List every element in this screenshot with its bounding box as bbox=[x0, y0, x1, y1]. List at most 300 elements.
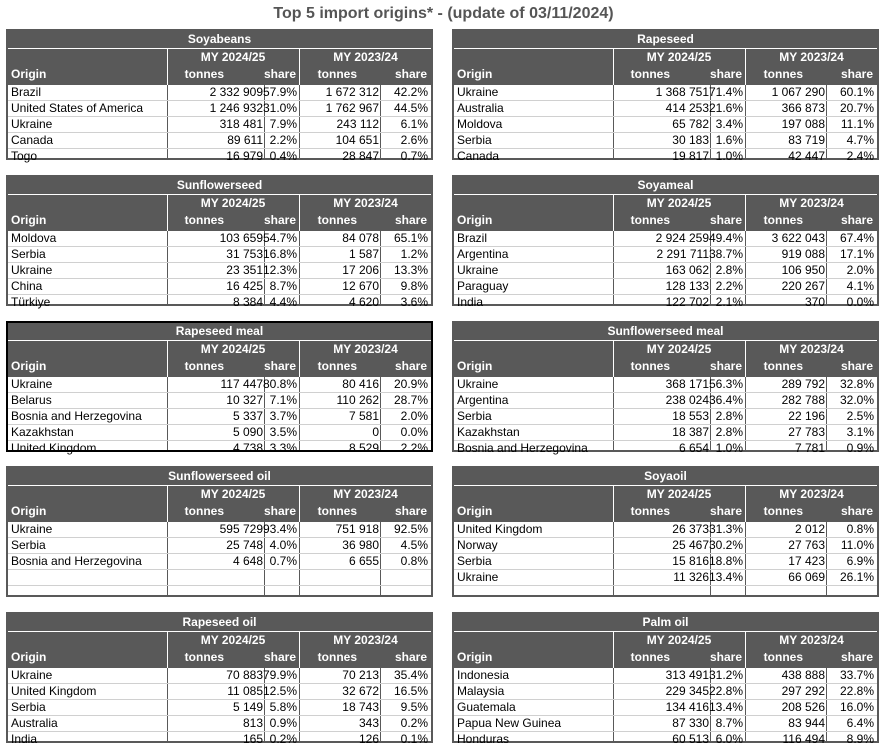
my-2024-25-header: MY 2024/25 bbox=[646, 487, 712, 501]
table-row bbox=[8, 393, 431, 409]
share-header: share bbox=[394, 213, 427, 227]
tonnes-2024-25-cell: 122 702 bbox=[665, 295, 709, 309]
share-2023-24-cell: 0.2% bbox=[400, 716, 428, 730]
tonnes-2023-24-cell: 197 088 bbox=[781, 117, 825, 131]
my-2024-25-header: MY 2024/25 bbox=[646, 342, 712, 356]
tonnes-2023-24-cell: 27 783 bbox=[788, 425, 825, 439]
tonnes-2023-24-cell: 66 069 bbox=[788, 570, 825, 584]
table-row bbox=[8, 85, 431, 101]
tonnes-2023-24-cell: 282 788 bbox=[781, 393, 825, 407]
tonnes-2023-24-cell: 919 088 bbox=[781, 247, 825, 261]
tonnes-2023-24-cell: 84 078 bbox=[342, 231, 379, 245]
origin-cell: Australia bbox=[11, 716, 58, 730]
share-2023-24-cell: 35.4% bbox=[393, 668, 428, 682]
origin-header: Origin bbox=[457, 650, 493, 664]
tonnes-2023-24-cell: 2 012 bbox=[794, 522, 825, 536]
tonnes-2024-25-cell: 318 481 bbox=[219, 117, 263, 131]
table-title: Soyabeans bbox=[8, 31, 431, 49]
table-row bbox=[8, 117, 431, 133]
tonnes-header: tonnes bbox=[317, 67, 357, 81]
tonnes-2023-24-cell: 3 622 043 bbox=[771, 231, 825, 245]
tonnes-header: tonnes bbox=[317, 359, 357, 373]
tonnes-2023-24-cell: 18 743 bbox=[342, 700, 379, 714]
share-2023-24-cell: 0.8% bbox=[846, 522, 874, 536]
table-row bbox=[454, 700, 877, 716]
table-title: Sunflowerseed bbox=[8, 177, 431, 195]
my-2023-24-header: MY 2023/24 bbox=[779, 50, 844, 64]
my-2023-24-header: MY 2023/24 bbox=[779, 342, 844, 356]
share-2023-24-cell: 2.2% bbox=[400, 441, 428, 455]
table-row bbox=[8, 668, 431, 684]
tonnes-2023-24-cell: 220 267 bbox=[781, 279, 825, 293]
table-row bbox=[454, 231, 877, 247]
share-2023-24-cell: 9.5% bbox=[400, 700, 428, 714]
table-row bbox=[454, 668, 877, 684]
origin-cell: China bbox=[11, 279, 43, 293]
table-row bbox=[8, 247, 431, 263]
my-2023-24-header: MY 2023/24 bbox=[333, 342, 398, 356]
tonnes-header: tonnes bbox=[317, 213, 357, 227]
origin-header: Origin bbox=[457, 504, 493, 518]
origin-cell: Türkiye bbox=[11, 295, 51, 309]
table-row bbox=[454, 263, 877, 279]
origin-cell: Serbia bbox=[457, 554, 492, 568]
share-2023-24-cell: 20.9% bbox=[393, 377, 428, 391]
share-2024-25-cell: 56.3% bbox=[708, 377, 743, 391]
tonnes-2023-24-cell: 4 620 bbox=[348, 295, 379, 309]
table-title: Soyameal bbox=[454, 177, 877, 195]
table-rapeseed-oil bbox=[6, 612, 433, 746]
tonnes-2024-25-cell: 1 368 751 bbox=[655, 85, 709, 99]
origin-cell: Serbia bbox=[457, 133, 492, 147]
tonnes-header: tonnes bbox=[317, 650, 357, 664]
tonnes-2023-24-cell: 7 581 bbox=[348, 409, 379, 423]
origin-cell: Bosnia and Herzegovina bbox=[11, 409, 142, 423]
table-row bbox=[8, 538, 431, 554]
table-header bbox=[8, 177, 431, 231]
table-row bbox=[8, 295, 431, 310]
share-2024-25-cell: 21.6% bbox=[708, 101, 743, 115]
share-2024-25-cell: 3.7% bbox=[269, 409, 297, 423]
table-row bbox=[8, 279, 431, 295]
tonnes-header: tonnes bbox=[184, 504, 224, 518]
table-row bbox=[8, 149, 431, 164]
origin-cell: Kazakhstan bbox=[457, 425, 520, 439]
table-title: Sunflowerseed oil bbox=[8, 468, 431, 486]
table-row bbox=[454, 101, 877, 117]
table-row bbox=[8, 441, 431, 456]
tonnes-2023-24-cell: 22 196 bbox=[788, 409, 825, 423]
share-2023-24-cell: 3.6% bbox=[400, 295, 428, 309]
table-header bbox=[8, 468, 431, 522]
tonnes-2023-24-cell: 7 781 bbox=[794, 441, 825, 455]
origin-cell: Bosnia and Herzegovina bbox=[457, 441, 588, 455]
tonnes-2024-25-cell: 26 373 bbox=[672, 522, 709, 536]
table-sunflowerseed-oil bbox=[6, 466, 433, 597]
my-2023-24-header: MY 2023/24 bbox=[779, 633, 844, 647]
tonnes-2023-24-cell: 243 112 bbox=[336, 117, 379, 131]
table-row bbox=[8, 377, 431, 393]
tonnes-2023-24-cell: 83 944 bbox=[788, 716, 825, 730]
share-2024-25-cell: 57.9% bbox=[262, 85, 297, 99]
origin-cell: Moldova bbox=[457, 117, 503, 131]
share-2024-25-cell: 31.0% bbox=[262, 101, 297, 115]
share-2023-24-cell: 26.1% bbox=[839, 570, 874, 584]
table-row bbox=[8, 716, 431, 732]
share-2023-24-cell: 16.0% bbox=[839, 700, 874, 714]
share-2024-25-cell: 12.5% bbox=[262, 684, 297, 698]
share-2024-25-cell: 6.0% bbox=[715, 732, 743, 746]
tonnes-2023-24-cell: 366 873 bbox=[781, 101, 825, 115]
share-header: share bbox=[709, 359, 742, 373]
share-2023-24-cell: 92.5% bbox=[393, 522, 428, 536]
share-header: share bbox=[263, 359, 296, 373]
share-2023-24-cell: 20.7% bbox=[839, 101, 874, 115]
share-2024-25-cell: 2.2% bbox=[715, 279, 743, 293]
tonnes-2024-25-cell: 25 467 bbox=[672, 538, 709, 552]
tonnes-2023-24-cell: 1 672 312 bbox=[325, 85, 379, 99]
share-2024-25-cell: 2.1% bbox=[715, 295, 743, 309]
share-2023-24-cell: 0.9% bbox=[846, 441, 874, 455]
origin-cell: Paraguay bbox=[457, 279, 509, 293]
tonnes-2023-24-cell: 1 067 290 bbox=[771, 85, 825, 99]
share-2024-25-cell: 3.3% bbox=[269, 441, 297, 455]
tonnes-header: tonnes bbox=[184, 359, 224, 373]
table-title: Palm oil bbox=[454, 614, 877, 632]
table-row bbox=[454, 117, 877, 133]
tonnes-2024-25-cell: 30 183 bbox=[672, 133, 709, 147]
share-2023-24-cell: 3.1% bbox=[846, 425, 874, 439]
share-2024-25-cell: 2.8% bbox=[715, 409, 743, 423]
table-title: Rapeseed meal bbox=[8, 323, 431, 341]
share-2024-25-cell: 4.0% bbox=[269, 538, 297, 552]
share-2023-24-cell: 0.0% bbox=[400, 425, 428, 439]
tonnes-2023-24-cell: 42 447 bbox=[788, 149, 825, 163]
origin-cell: Ukraine bbox=[457, 85, 499, 99]
table-title: Soyaoil bbox=[454, 468, 877, 486]
tonnes-2024-25-cell: 1 246 932 bbox=[209, 101, 263, 115]
share-2023-24-cell: 11.1% bbox=[840, 117, 874, 131]
table-row bbox=[454, 586, 877, 601]
tonnes-2023-24-cell: 289 792 bbox=[781, 377, 825, 391]
share-2024-25-cell: 80.8% bbox=[262, 377, 297, 391]
table-row bbox=[454, 393, 877, 409]
table-row bbox=[454, 441, 877, 456]
origin-cell: Bosnia and Herzegovina bbox=[11, 554, 142, 568]
origin-cell: Canada bbox=[11, 133, 54, 147]
share-2024-25-cell: 0.7% bbox=[269, 554, 297, 568]
tonnes-2024-25-cell: 25 748 bbox=[226, 538, 263, 552]
tonnes-2024-25-cell: 163 062 bbox=[665, 263, 709, 277]
share-2024-25-cell: 71.4% bbox=[708, 85, 743, 99]
tonnes-2024-25-cell: 2 924 259 bbox=[655, 231, 709, 245]
origin-cell: Ukraine bbox=[11, 117, 53, 131]
tonnes-header: tonnes bbox=[763, 650, 803, 664]
share-2024-25-cell: 3.5% bbox=[269, 425, 297, 439]
share-2023-24-cell: 33.7% bbox=[839, 668, 874, 682]
share-2023-24-cell: 22.8% bbox=[839, 684, 874, 698]
share-2023-24-cell: 2.0% bbox=[846, 263, 874, 277]
table-soyameal bbox=[452, 175, 879, 309]
share-2023-24-cell: 2.5% bbox=[846, 409, 874, 423]
table-row bbox=[454, 732, 877, 747]
share-2024-25-cell: 31.3% bbox=[708, 522, 743, 536]
tonnes-2024-25-cell: 5 337 bbox=[232, 409, 263, 423]
table-row bbox=[8, 231, 431, 247]
table-soyaoil bbox=[452, 466, 879, 597]
table-row bbox=[454, 684, 877, 700]
share-2024-25-cell: 13.4% bbox=[708, 700, 743, 714]
table-rapeseed bbox=[452, 29, 879, 163]
origin-cell: Ukraine bbox=[457, 263, 499, 277]
tonnes-2024-25-cell: 229 345 bbox=[665, 684, 709, 698]
origin-cell: India bbox=[11, 732, 38, 746]
tonnes-2024-25-cell: 16 425 bbox=[226, 279, 263, 293]
table-row bbox=[454, 377, 877, 393]
share-2023-24-cell: 0.8% bbox=[400, 554, 428, 568]
tonnes-2024-25-cell: 595 729 bbox=[219, 522, 263, 536]
share-2023-24-cell: 11.0% bbox=[840, 538, 874, 552]
tonnes-2023-24-cell: 8 529 bbox=[348, 441, 379, 455]
origin-header: Origin bbox=[11, 213, 47, 227]
my-2024-25-header: MY 2024/25 bbox=[200, 50, 266, 64]
tonnes-header: tonnes bbox=[630, 359, 670, 373]
share-2024-25-cell: 8.7% bbox=[715, 716, 743, 730]
share-header: share bbox=[709, 504, 742, 518]
share-2024-25-cell: 1.6% bbox=[715, 133, 743, 147]
share-2024-25-cell: 54.7% bbox=[262, 231, 297, 245]
origin-cell: Serbia bbox=[11, 700, 46, 714]
tonnes-2023-24-cell: 106 950 bbox=[781, 263, 825, 277]
share-header: share bbox=[709, 650, 742, 664]
share-2024-25-cell: 36.4% bbox=[708, 393, 743, 407]
table-row bbox=[8, 554, 431, 570]
origin-cell: Ukraine bbox=[11, 668, 53, 682]
share-header: share bbox=[263, 213, 296, 227]
tonnes-2024-25-cell: 5 149 bbox=[232, 700, 263, 714]
my-2024-25-header: MY 2024/25 bbox=[646, 50, 712, 64]
origin-cell: Brazil bbox=[11, 85, 42, 99]
share-2024-25-cell: 18.8% bbox=[708, 554, 743, 568]
share-2023-24-cell: 67.4% bbox=[839, 231, 874, 245]
tonnes-2023-24-cell: 36 980 bbox=[342, 538, 379, 552]
tonnes-2024-25-cell: 11 085 bbox=[227, 684, 263, 698]
tonnes-2023-24-cell: 1 587 bbox=[348, 247, 379, 261]
origin-header: Origin bbox=[11, 67, 47, 81]
origin-cell: Kazakhstan bbox=[11, 425, 74, 439]
tonnes-header: tonnes bbox=[630, 67, 670, 81]
origin-cell: United Kingdom bbox=[457, 522, 543, 536]
origin-cell: Belarus bbox=[11, 393, 52, 407]
origin-cell: Serbia bbox=[11, 538, 46, 552]
table-header bbox=[8, 31, 431, 85]
tonnes-2024-25-cell: 313 491 bbox=[665, 668, 709, 682]
share-header: share bbox=[840, 504, 873, 518]
table-title: Rapeseed bbox=[454, 31, 877, 49]
share-2024-25-cell: 38.7% bbox=[708, 247, 743, 261]
share-header: share bbox=[394, 67, 427, 81]
share-2023-24-cell: 13.3% bbox=[393, 263, 428, 277]
tonnes-2024-25-cell: 128 133 bbox=[665, 279, 709, 293]
tonnes-2023-24-cell: 0 bbox=[372, 425, 379, 439]
tonnes-2024-25-cell: 2 332 909 bbox=[209, 85, 263, 99]
tonnes-2024-25-cell: 60 513 bbox=[672, 732, 709, 746]
share-2024-25-cell: 12.3% bbox=[262, 263, 297, 277]
share-2023-24-cell: 32.0% bbox=[839, 393, 874, 407]
my-2024-25-header: MY 2024/25 bbox=[200, 633, 266, 647]
share-2024-25-cell: 22.8% bbox=[708, 684, 743, 698]
origin-cell: Canada bbox=[457, 149, 500, 163]
tonnes-2024-25-cell: 2 291 711 bbox=[656, 247, 709, 261]
tonnes-header: tonnes bbox=[763, 504, 803, 518]
share-2024-25-cell: 7.9% bbox=[269, 117, 297, 131]
origin-cell: Norway bbox=[457, 538, 498, 552]
my-2024-25-header: MY 2024/25 bbox=[200, 196, 266, 210]
table-rapeseed-meal bbox=[6, 321, 433, 455]
share-2024-25-cell: 1.0% bbox=[715, 149, 743, 163]
tonnes-2024-25-cell: 6 654 bbox=[678, 441, 709, 455]
share-2023-24-cell: 6.1% bbox=[400, 117, 428, 131]
tonnes-2024-25-cell: 368 171 bbox=[665, 377, 709, 391]
tonnes-2024-25-cell: 16 979 bbox=[226, 149, 263, 163]
share-2023-24-cell: 0.1% bbox=[400, 732, 428, 746]
table-row bbox=[8, 732, 431, 747]
share-header: share bbox=[840, 67, 873, 81]
table-header bbox=[8, 323, 431, 377]
tonnes-header: tonnes bbox=[763, 67, 803, 81]
table-row bbox=[8, 700, 431, 716]
share-header: share bbox=[263, 67, 296, 81]
share-2024-25-cell: 31.2% bbox=[708, 668, 743, 682]
origin-cell: Ukraine bbox=[457, 377, 499, 391]
share-2024-25-cell: 1.0% bbox=[715, 441, 743, 455]
origin-header: Origin bbox=[11, 504, 47, 518]
share-header: share bbox=[394, 504, 427, 518]
share-header: share bbox=[709, 213, 742, 227]
table-sunflowerseed-meal bbox=[452, 321, 879, 455]
tonnes-2023-24-cell: 12 670 bbox=[342, 279, 379, 293]
share-2023-24-cell: 0.7% bbox=[400, 149, 428, 163]
my-2023-24-header: MY 2023/24 bbox=[333, 50, 398, 64]
origin-header: Origin bbox=[11, 359, 47, 373]
my-2024-25-header: MY 2024/25 bbox=[200, 342, 266, 356]
table-row bbox=[454, 425, 877, 441]
tonnes-2023-24-cell: 83 719 bbox=[788, 133, 825, 147]
tonnes-2024-25-cell: 813 bbox=[242, 716, 263, 730]
share-2024-25-cell: 8.7% bbox=[269, 279, 297, 293]
table-palm-oil bbox=[452, 612, 879, 746]
table-row bbox=[454, 570, 877, 586]
my-2023-24-header: MY 2023/24 bbox=[779, 487, 844, 501]
table-row bbox=[454, 522, 877, 538]
tonnes-2024-25-cell: 8 384 bbox=[232, 295, 263, 309]
tonnes-2023-24-cell: 343 bbox=[358, 716, 379, 730]
tonnes-2023-24-cell: 6 655 bbox=[348, 554, 379, 568]
share-2024-25-cell: 30.2% bbox=[708, 538, 743, 552]
table-row bbox=[454, 279, 877, 295]
tonnes-2024-25-cell: 70 883 bbox=[226, 668, 263, 682]
origin-cell: Honduras bbox=[457, 732, 510, 746]
share-2023-24-cell: 60.1% bbox=[839, 85, 874, 99]
tonnes-header: tonnes bbox=[317, 504, 357, 518]
table-row bbox=[8, 263, 431, 279]
table-row bbox=[8, 570, 431, 586]
share-2023-24-cell: 32.8% bbox=[839, 377, 874, 391]
share-header: share bbox=[263, 504, 296, 518]
table-row bbox=[8, 409, 431, 425]
my-2023-24-header: MY 2023/24 bbox=[333, 487, 398, 501]
tonnes-2023-24-cell: 70 213 bbox=[342, 668, 379, 682]
table-row bbox=[454, 554, 877, 570]
table-row bbox=[454, 85, 877, 101]
my-2024-25-header: MY 2024/25 bbox=[646, 633, 712, 647]
share-header: share bbox=[840, 359, 873, 373]
origin-cell: Argentina bbox=[457, 247, 509, 261]
tonnes-2024-25-cell: 117 447 bbox=[220, 377, 263, 391]
table-header bbox=[454, 323, 877, 377]
share-2023-24-cell: 4.5% bbox=[400, 538, 428, 552]
origin-cell: Argentina bbox=[457, 393, 509, 407]
tonnes-header: tonnes bbox=[184, 213, 224, 227]
table-row bbox=[454, 133, 877, 149]
table-header bbox=[8, 614, 431, 668]
tonnes-2024-25-cell: 18 553 bbox=[672, 409, 709, 423]
tonnes-header: tonnes bbox=[763, 359, 803, 373]
share-2023-24-cell: 28.7% bbox=[393, 393, 428, 407]
share-2023-24-cell: 6.9% bbox=[846, 554, 874, 568]
my-2024-25-header: MY 2024/25 bbox=[200, 487, 266, 501]
share-2024-25-cell: 79.9% bbox=[262, 668, 297, 682]
origin-cell: Indonesia bbox=[457, 668, 510, 682]
table-row bbox=[454, 149, 877, 164]
tonnes-2024-25-cell: 4 738 bbox=[232, 441, 263, 455]
my-2024-25-header: MY 2024/25 bbox=[646, 196, 712, 210]
origin-cell: Ukraine bbox=[11, 522, 53, 536]
table-header bbox=[454, 31, 877, 85]
share-2024-25-cell: 2.8% bbox=[715, 425, 743, 439]
origin-cell: Malaysia bbox=[457, 684, 505, 698]
origin-header: Origin bbox=[457, 67, 493, 81]
origin-cell: United Kingdom bbox=[11, 441, 97, 455]
origin-cell: United States of America bbox=[11, 101, 144, 115]
tonnes-2023-24-cell: 28 847 bbox=[342, 149, 379, 163]
table-header bbox=[454, 177, 877, 231]
table-row bbox=[454, 409, 877, 425]
origin-cell: Moldova bbox=[11, 231, 57, 245]
share-header: share bbox=[840, 650, 873, 664]
table-row bbox=[8, 133, 431, 149]
table-row bbox=[454, 247, 877, 263]
share-2024-25-cell: 13.4% bbox=[708, 570, 743, 584]
table-title: Rapeseed oil bbox=[8, 614, 431, 632]
tonnes-2023-24-cell: 751 918 bbox=[335, 522, 379, 536]
table-row bbox=[454, 538, 877, 554]
tonnes-2023-24-cell: 32 672 bbox=[342, 684, 379, 698]
share-2024-25-cell: 2.2% bbox=[269, 133, 297, 147]
tonnes-header: tonnes bbox=[630, 650, 670, 664]
tonnes-2023-24-cell: 297 292 bbox=[781, 684, 825, 698]
share-2023-24-cell: 8.9% bbox=[846, 732, 874, 746]
origin-header: Origin bbox=[11, 650, 47, 664]
origin-header: Origin bbox=[457, 213, 493, 227]
table-row bbox=[8, 425, 431, 441]
my-2023-24-header: MY 2023/24 bbox=[779, 196, 844, 210]
tonnes-2024-25-cell: 134 416 bbox=[665, 700, 709, 714]
tonnes-2024-25-cell: 165 bbox=[242, 732, 263, 746]
tonnes-2024-25-cell: 89 611 bbox=[227, 133, 263, 147]
tonnes-2024-25-cell: 19 817 bbox=[672, 149, 709, 163]
tonnes-2024-25-cell: 15 816 bbox=[672, 554, 709, 568]
